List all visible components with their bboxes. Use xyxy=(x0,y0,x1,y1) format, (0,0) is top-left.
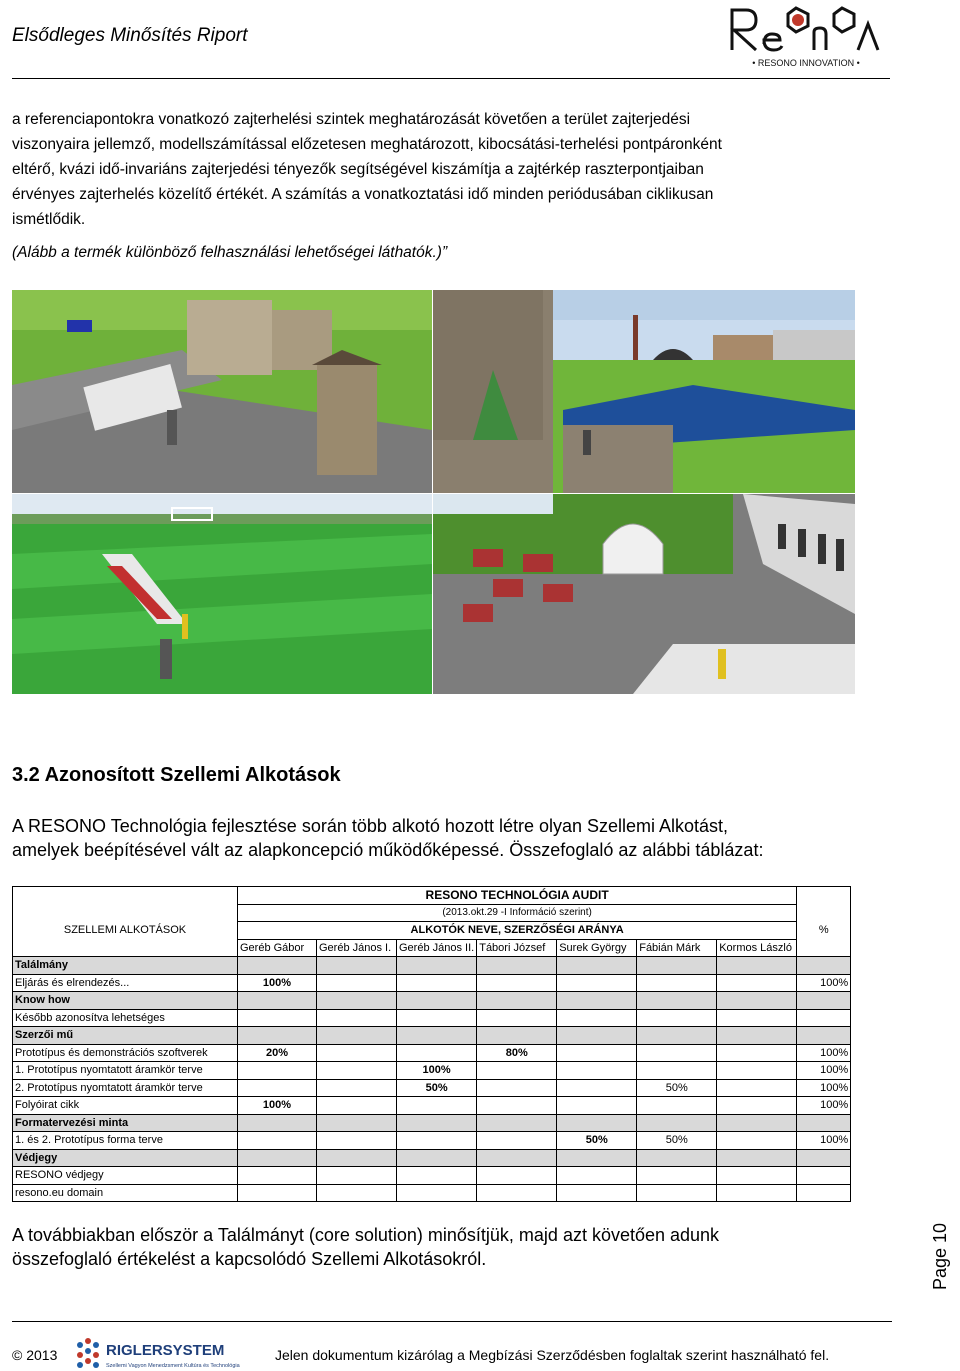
share-cell xyxy=(397,1097,477,1115)
share-cell xyxy=(637,992,717,1010)
share-cell xyxy=(397,1132,477,1150)
resono-logo xyxy=(726,4,886,72)
total-cell: 100% xyxy=(797,1132,851,1150)
share-cell: 50% xyxy=(557,1132,637,1150)
table-row xyxy=(13,1114,851,1132)
share-cell xyxy=(557,1009,637,1027)
share-cell xyxy=(238,1132,317,1150)
table-row xyxy=(13,1149,851,1167)
table-title: RESONO TECHNOLÓGIA AUDIT xyxy=(238,887,797,905)
share-cell xyxy=(637,1009,717,1027)
share-cell xyxy=(717,1044,797,1062)
share-cell xyxy=(397,1044,477,1062)
scene-image-town-van xyxy=(12,290,432,493)
total-cell xyxy=(797,957,851,975)
share-cell xyxy=(477,1009,557,1027)
author-name: Kormos László xyxy=(717,939,797,957)
footer-note: Jelen dokumentum kizárólag a Megbízási Szerződésben foglaltak szerint használható fel. xyxy=(275,1347,830,1363)
share-cell: 20% xyxy=(238,1044,317,1062)
closing-line: A továbbiakban először a Találmányt (core solution) minősítjük, majd azt követően adunk xyxy=(12,1225,720,1245)
share-cell xyxy=(637,1027,717,1045)
share-cell xyxy=(717,1167,797,1185)
share-cell xyxy=(477,1114,557,1132)
share-cell xyxy=(557,1149,637,1167)
table-row xyxy=(13,992,851,1010)
share-cell xyxy=(477,1062,557,1080)
table-row xyxy=(13,1009,851,1027)
share-cell xyxy=(717,1009,797,1027)
row-label: Folyóirat cikk xyxy=(13,1097,238,1115)
intro-line: amelyek beépítésével vált az alapkoncepció működőképessé. Összefoglaló az alábbi táblázat: xyxy=(12,840,764,860)
share-cell xyxy=(397,992,477,1010)
share-cell xyxy=(717,1149,797,1167)
scene-image-castle xyxy=(433,290,855,493)
share-cell xyxy=(717,992,797,1010)
paragraph-line: ismétlődik. xyxy=(12,211,86,228)
row-label: Eljárás és elrendezés... xyxy=(13,974,238,992)
share-cell xyxy=(477,1097,557,1115)
share-cell xyxy=(557,1184,637,1202)
share-cell xyxy=(477,1149,557,1167)
share-cell xyxy=(637,1097,717,1115)
share-cell xyxy=(397,1167,477,1185)
share-cell xyxy=(238,1062,317,1080)
closing-paragraph xyxy=(12,1223,892,1271)
share-cell xyxy=(317,1167,397,1185)
table-row xyxy=(13,1027,851,1045)
audit-table-body xyxy=(13,957,851,1202)
share-cell xyxy=(557,1062,637,1080)
share-cell xyxy=(557,992,637,1010)
scene-image-football-field xyxy=(12,494,432,694)
table-row xyxy=(13,1079,851,1097)
audit-table xyxy=(12,886,851,1202)
row-label: Prototípus és demonstrációs szoftverek xyxy=(13,1044,238,1062)
share-cell xyxy=(557,957,637,975)
share-cell xyxy=(557,1167,637,1185)
footer-logo-text: RIGLERSYSTEM xyxy=(106,1342,225,1359)
share-cell xyxy=(717,1114,797,1132)
table-row xyxy=(13,1167,851,1185)
share-cell: 50% xyxy=(637,1079,717,1097)
share-cell xyxy=(477,1132,557,1150)
footer-divider xyxy=(12,1321,892,1322)
share-cell: 100% xyxy=(238,974,317,992)
total-cell xyxy=(797,1149,851,1167)
section-intro xyxy=(12,814,892,862)
share-cell xyxy=(397,1184,477,1202)
share-cell xyxy=(238,1184,317,1202)
total-cell xyxy=(797,1167,851,1185)
share-cell xyxy=(637,1184,717,1202)
share-cell xyxy=(477,1184,557,1202)
share-cell xyxy=(317,1027,397,1045)
share-cell xyxy=(557,1027,637,1045)
section-title: 3.2 Azonosított Szellemi Alkotások xyxy=(12,764,341,786)
total-cell xyxy=(797,1027,851,1045)
share-cell xyxy=(238,1114,317,1132)
share-cell xyxy=(238,1009,317,1027)
first-col-header: SZELLEMI ALKOTÁSOK xyxy=(13,922,238,940)
row-label: 2. Prototípus nyomtatott áramkör terve xyxy=(13,1079,238,1097)
share-cell xyxy=(637,1149,717,1167)
share-cell xyxy=(397,974,477,992)
header-title: Elsődleges Minősítés Riport xyxy=(12,25,248,46)
total-cell xyxy=(797,1184,851,1202)
table-row xyxy=(13,1044,851,1062)
row-label: 1. Prototípus nyomtatott áramkör terve xyxy=(13,1062,238,1080)
share-cell xyxy=(477,957,557,975)
intro-paragraph xyxy=(12,107,852,265)
total-cell: 100% xyxy=(797,974,851,992)
share-cell xyxy=(717,1184,797,1202)
author-name: Surek György xyxy=(557,939,637,957)
share-cell xyxy=(317,1097,397,1115)
share-cell xyxy=(477,1079,557,1097)
share-cell xyxy=(238,1167,317,1185)
table-row xyxy=(13,957,851,975)
share-cell xyxy=(717,957,797,975)
share-cell: 80% xyxy=(477,1044,557,1062)
share-cell xyxy=(317,1149,397,1167)
share-cell xyxy=(238,1149,317,1167)
row-label: Védjegy xyxy=(13,1149,238,1167)
share-cell xyxy=(238,1079,317,1097)
share-cell xyxy=(557,974,637,992)
intro-line: A RESONO Technológia fejlesztése során több alkotó hozott létre olyan Szellemi Alkotást, xyxy=(12,816,729,836)
share-cell xyxy=(637,1044,717,1062)
share-cell xyxy=(477,1027,557,1045)
closing-line: összefoglaló értékelést a kapcsolódó Szellemi Alkotásokról. xyxy=(12,1249,487,1269)
row-label: RESONO védjegy xyxy=(13,1167,238,1185)
footer-copyright: © 2013 xyxy=(12,1347,58,1363)
italic-note: (Alább a termék különböző felhasználási lehetőségei láthatók.)” xyxy=(12,244,448,261)
share-cell xyxy=(557,1097,637,1115)
share-cell xyxy=(717,1132,797,1150)
share-cell xyxy=(317,992,397,1010)
table-row xyxy=(13,1184,851,1202)
share-cell xyxy=(317,974,397,992)
table-row xyxy=(13,974,851,992)
share-cell xyxy=(557,1044,637,1062)
authors-header: ALKOTÓK NEVE, SZERZŐSÉGI ARÁNYA xyxy=(238,922,797,940)
share-cell xyxy=(717,1027,797,1045)
table-row xyxy=(13,1097,851,1115)
share-cell xyxy=(238,957,317,975)
total-cell xyxy=(797,1114,851,1132)
share-cell xyxy=(477,974,557,992)
share-cell xyxy=(477,992,557,1010)
table-row xyxy=(13,1062,851,1080)
author-name: Geréb János II. xyxy=(397,939,477,957)
share-cell xyxy=(317,1062,397,1080)
footer-logo-subtitle: Szellemi Vagyon Menedzsment Kultúra és Technológia xyxy=(106,1363,240,1369)
row-label: Formatervezési minta xyxy=(13,1114,238,1132)
share-cell xyxy=(317,1079,397,1097)
table-row xyxy=(13,1132,851,1150)
total-cell xyxy=(797,1009,851,1027)
share-cell xyxy=(637,957,717,975)
share-cell xyxy=(317,1114,397,1132)
scene-image-market xyxy=(433,494,855,694)
share-cell xyxy=(397,1009,477,1027)
share-cell xyxy=(397,1149,477,1167)
share-cell xyxy=(238,992,317,1010)
paragraph-line: érvényes zajterhelés közelítő értékét. A számítás a vonatkoztatási idő minden periódusában ciklikusan xyxy=(12,186,714,203)
share-cell xyxy=(317,1132,397,1150)
logo-subtitle: • RESONO INNOVATION • xyxy=(752,58,860,68)
share-cell xyxy=(397,1027,477,1045)
share-cell xyxy=(397,1114,477,1132)
row-label: resono.eu domain xyxy=(13,1184,238,1202)
total-cell xyxy=(797,992,851,1010)
share-cell xyxy=(477,1167,557,1185)
row-label: Találmány xyxy=(13,957,238,975)
share-cell xyxy=(637,1167,717,1185)
pct-header: % xyxy=(797,922,851,940)
paragraph-line: a referenciapontokra vonatkozó zajterhelési szintek meghatározását követően a terület zajterjedési xyxy=(12,111,691,128)
table-subtitle: (2013.okt.29 -I Információ szerint) xyxy=(238,904,797,922)
share-cell: 50% xyxy=(397,1079,477,1097)
share-cell xyxy=(317,1009,397,1027)
total-cell: 100% xyxy=(797,1079,851,1097)
share-cell: 50% xyxy=(637,1132,717,1150)
share-cell xyxy=(637,1114,717,1132)
share-cell xyxy=(238,1027,317,1045)
riglersystem-logo xyxy=(72,1335,252,1371)
share-cell xyxy=(557,1079,637,1097)
author-name: Tábori József xyxy=(477,939,557,957)
header-divider xyxy=(12,78,890,79)
share-cell xyxy=(717,1079,797,1097)
share-cell xyxy=(397,957,477,975)
total-cell: 100% xyxy=(797,1062,851,1080)
paragraph-line: eltérő, kvázi idő-invariáns zajterjedési tényezők segítségével kiszámítja a zajtérkép raszterpontjaiban xyxy=(12,161,704,178)
page-number: Page 10 xyxy=(930,1222,950,1290)
share-cell xyxy=(317,957,397,975)
share-cell xyxy=(557,1114,637,1132)
total-cell: 100% xyxy=(797,1097,851,1115)
paragraph-line: viszonyaira jellemző, modellszámítással előzetesen meghatározott, kibocsátási-terhelési pontpáronként xyxy=(12,136,722,153)
share-cell: 100% xyxy=(397,1062,477,1080)
share-cell xyxy=(717,1062,797,1080)
row-label: Később azonosítva lehetséges xyxy=(13,1009,238,1027)
share-cell xyxy=(317,1184,397,1202)
share-cell xyxy=(637,1062,717,1080)
author-name: Fábián Márk xyxy=(637,939,717,957)
share-cell xyxy=(717,1097,797,1115)
share-cell xyxy=(637,974,717,992)
total-cell: 100% xyxy=(797,1044,851,1062)
author-name: Geréb Gábor xyxy=(238,939,317,957)
share-cell: 100% xyxy=(238,1097,317,1115)
row-label: 1. és 2. Prototípus forma terve xyxy=(13,1132,238,1150)
share-cell xyxy=(717,974,797,992)
row-label: Know how xyxy=(13,992,238,1010)
row-label: Szerzői mű xyxy=(13,1027,238,1045)
share-cell xyxy=(317,1044,397,1062)
author-name: Geréb János I. xyxy=(317,939,397,957)
